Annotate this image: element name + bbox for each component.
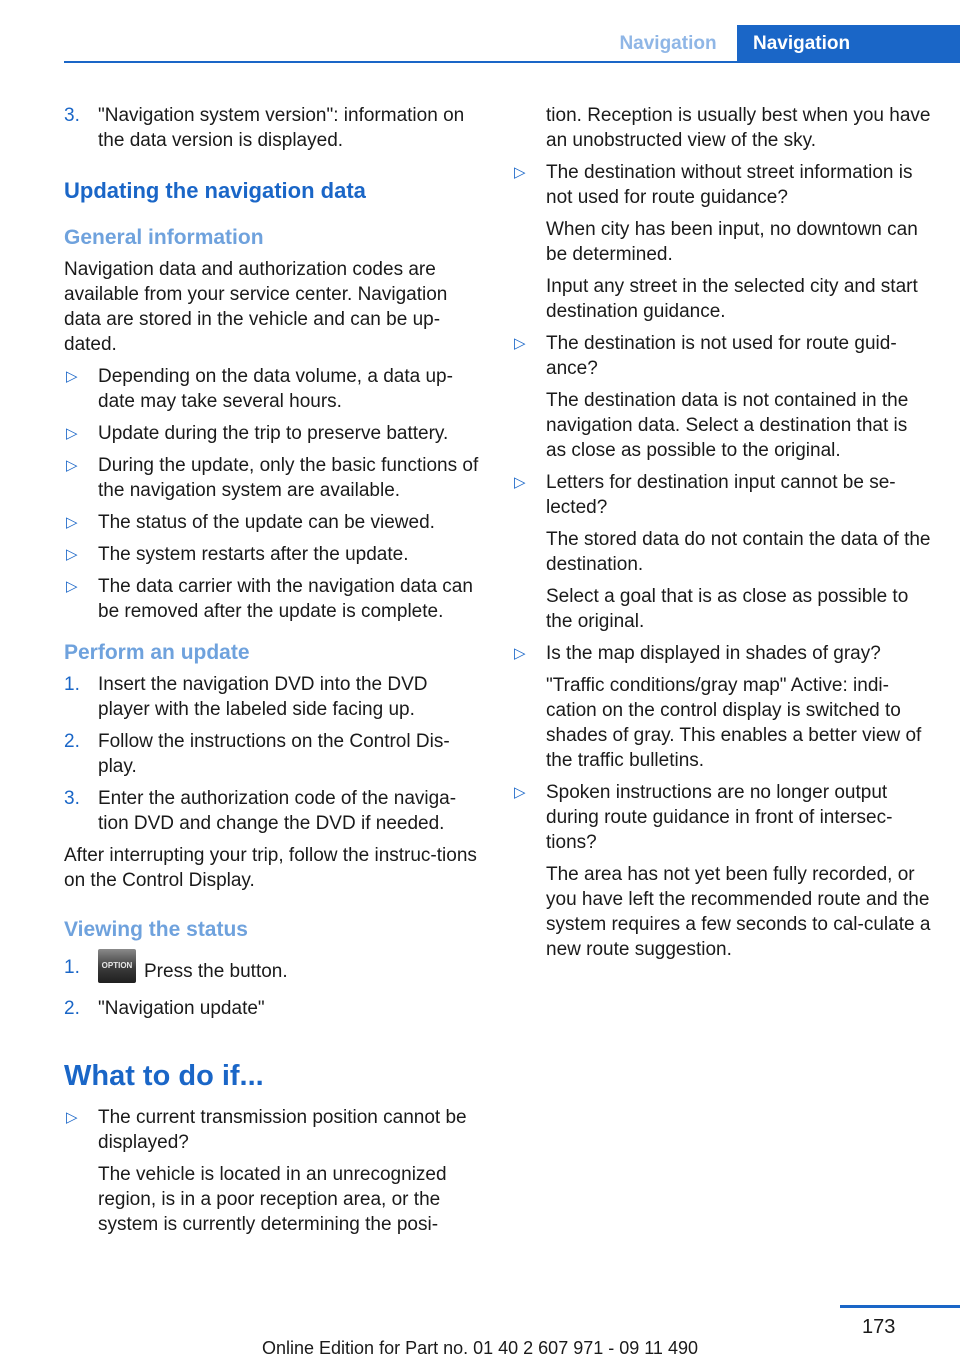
item-number: 3. — [64, 788, 80, 809]
question-text: The destination without street information is not used for route guidance? — [546, 162, 913, 208]
answer-text: The vehicle is located in an unrecognized region, is in a poor reception area, or the system is currently determining the posi‐ — [98, 1164, 447, 1235]
item-number: 1. — [64, 674, 80, 695]
item-number: 2. — [64, 731, 80, 752]
right-column — [512, 103, 932, 969]
subheading-viewing-status: Viewing the status — [64, 918, 248, 941]
list-item — [64, 103, 484, 153]
item-text: Follow the instructions on the Control Dis‐play. — [98, 731, 450, 777]
answer-text: The stored data do not contain the data of the destination. — [546, 529, 931, 575]
bullet-text: The data carrier with the navigation data can be removed after the update is complete. — [98, 576, 473, 622]
question-text: The destination is not used for route guid‐ance? — [546, 333, 897, 379]
list-item — [64, 1105, 484, 1237]
triangle-right-icon: ▷ — [66, 578, 78, 595]
left-column — [64, 103, 484, 1244]
triangle-right-icon: ▷ — [66, 368, 78, 385]
answer-text: The area has not yet been fully recorded, or you have left the recommended route and the system requires a few seconds to cal‐culate a new route suggestion. — [546, 864, 931, 960]
list-item — [512, 470, 932, 634]
section-heading-what-to-do: What to do if... — [64, 1060, 264, 1092]
triangle-right-icon: ▷ — [66, 546, 78, 563]
list-item — [512, 331, 932, 463]
item-number: 2. — [64, 998, 80, 1019]
after-paragraph: After interrupting your trip, follow the instruc‐tions on the Control Display. — [64, 845, 477, 891]
edition-footer: Online Edition for Part no. 01 40 2 607 971 - 09 11 490 — [262, 1338, 698, 1358]
triangle-right-icon: ▷ — [66, 425, 78, 442]
list-item — [64, 672, 484, 722]
bullet-list — [64, 364, 484, 624]
header-tab-inactive: Navigation — [619, 33, 717, 54]
triangle-right-icon: ▷ — [514, 645, 526, 662]
triangle-right-icon: ▷ — [514, 784, 526, 801]
list-item — [64, 510, 484, 535]
bullet-text: During the update, only the basic functions of the navigation system are available. — [98, 455, 479, 501]
triangle-right-icon: ▷ — [66, 1109, 78, 1126]
list-item — [64, 574, 484, 624]
answer-text: "Traffic conditions/gray map" Active: indi‐cation on the control display is switched to shades of gray. This enables a better view of the traffic bulletins. — [546, 675, 922, 771]
list-item — [512, 641, 932, 773]
triangle-right-icon: ▷ — [514, 164, 526, 181]
triangle-right-icon: ▷ — [66, 457, 78, 474]
bullet-text: Depending on the data volume, a data up‐date may take several hours. — [98, 366, 453, 412]
list-item — [64, 364, 484, 414]
item-text: Insert the navigation DVD into the DVD player with the labeled side facing up. — [98, 674, 428, 720]
list-item — [64, 786, 484, 836]
list-item — [64, 421, 484, 446]
item-number: 3. — [64, 105, 80, 126]
footer-rule — [840, 1305, 960, 1308]
question-text: Spoken instructions are no longer output during route guidance in front of intersec‐tions? — [546, 782, 893, 853]
general-paragraph: Navigation data and authorization codes are available from your service center. Navigation data are stored in the vehicle and can be up‐dated. — [64, 259, 448, 355]
bullet-text: The system restarts after the update. — [98, 544, 409, 565]
triangle-right-icon: ▷ — [514, 335, 526, 352]
list-item — [64, 542, 484, 567]
subheading-perform-update: Perform an update — [64, 641, 250, 664]
continued-text: tion. Reception is usually best when you have an unobstructed view of the sky. — [546, 105, 931, 151]
list-item — [512, 160, 932, 324]
triangle-right-icon: ▷ — [514, 474, 526, 491]
item-text: Enter the authorization code of the naviga‐tion DVD and change the DVD if needed. — [98, 788, 457, 834]
bullet-text: The status of the update can be viewed. — [98, 512, 435, 533]
list-item — [512, 780, 932, 962]
header-tab-active: Navigation — [737, 25, 960, 62]
list-item — [64, 955, 484, 989]
question-text: Is the map displayed in shades of gray? — [546, 643, 881, 664]
item-text: "Navigation update" — [98, 998, 265, 1019]
answer-text: When city has been input, no downtown can be determined. — [546, 219, 918, 265]
answer-text: Select a goal that is as close as possible to the original. — [546, 586, 909, 632]
answer-text: The destination data is not contained in the navigation data. Select a destination that is as close as possible to the original. — [546, 390, 909, 461]
list-item — [64, 729, 484, 779]
list-item — [64, 453, 484, 503]
item-number: 1. — [64, 957, 80, 978]
section-heading-updating: Updating the navigation data — [64, 178, 366, 203]
item-text: Press the button. — [144, 961, 288, 983]
list-item — [64, 996, 484, 1021]
header-rule — [64, 61, 960, 63]
subheading-general-information: General information — [64, 226, 264, 249]
option-button-icon: OPTION — [98, 949, 136, 983]
question-text: Letters for destination input cannot be se‐lected? — [546, 472, 896, 518]
item-text: "Navigation system version": information on the data version is displayed. — [98, 105, 465, 151]
triangle-right-icon: ▷ — [66, 514, 78, 531]
page-number: 173 — [862, 1316, 896, 1338]
question-text: The current transmission position cannot be displayed? — [98, 1107, 467, 1153]
bullet-text: Update during the trip to preserve battery. — [98, 423, 449, 444]
answer-text: Input any street in the selected city and start destination guidance. — [546, 276, 918, 322]
